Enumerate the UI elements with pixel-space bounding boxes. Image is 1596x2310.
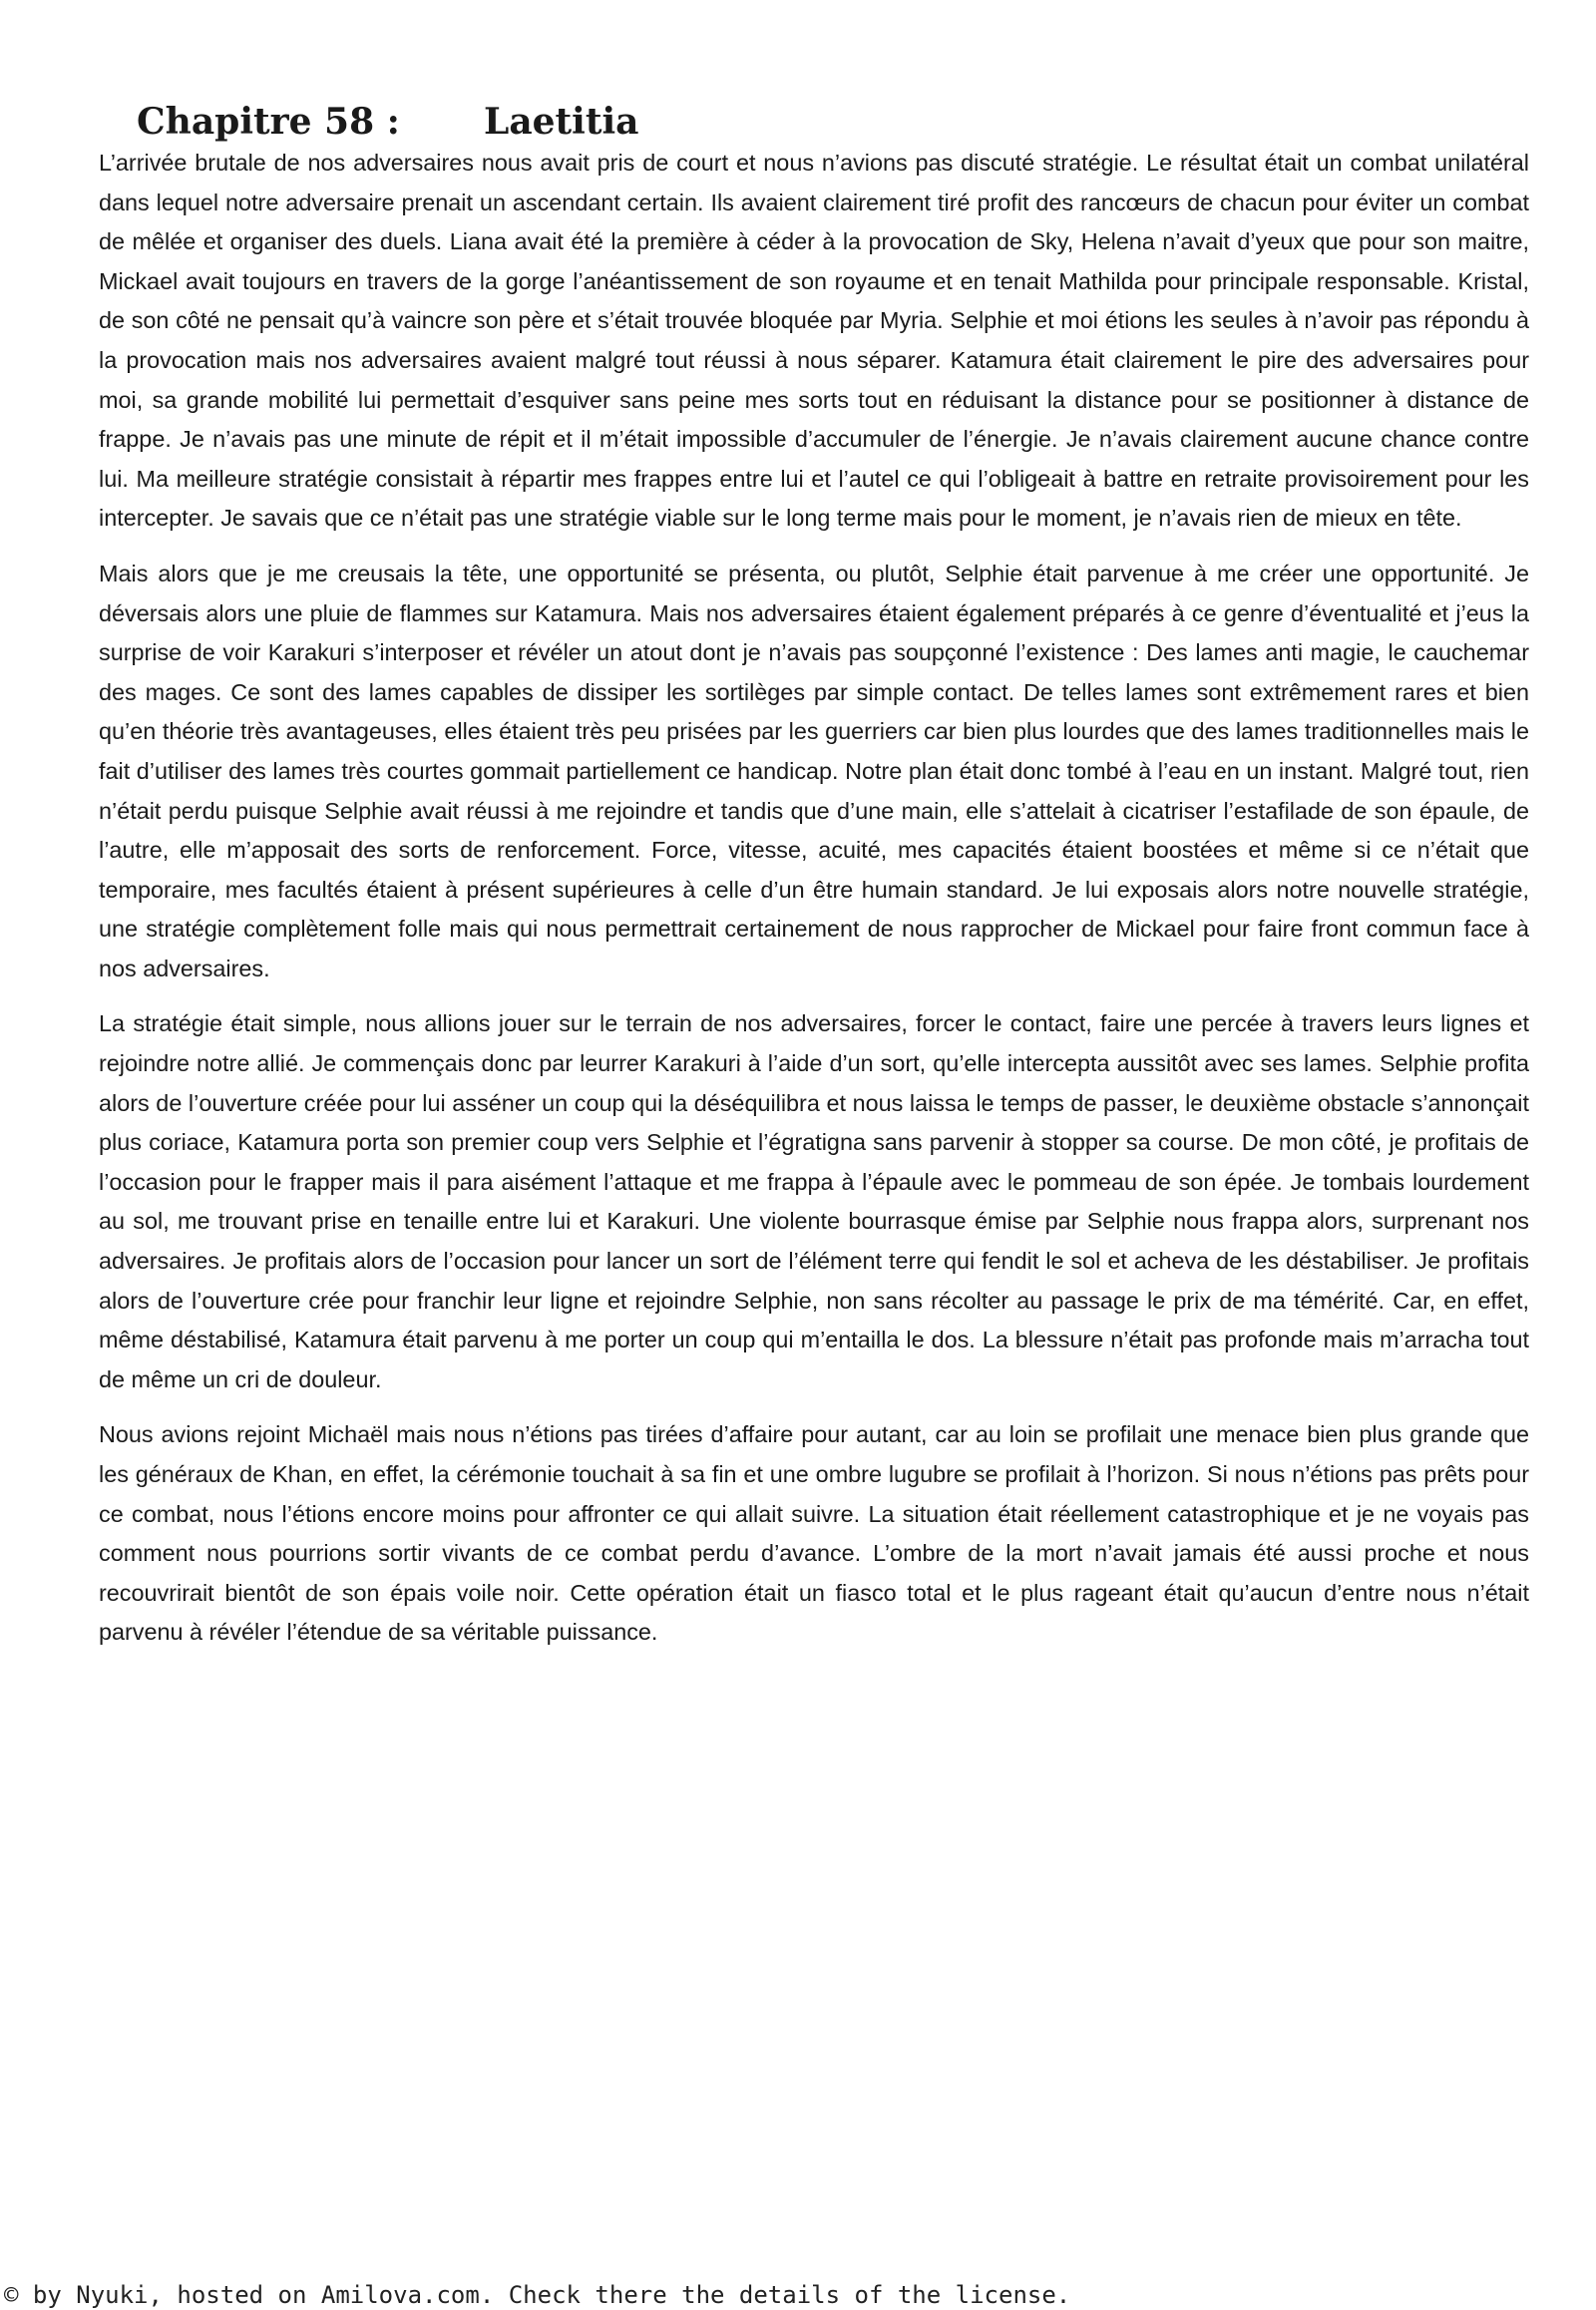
license-footer: © by Nyuki, hosted on Amilova.com. Check there the details of the license. [4, 2281, 1071, 2309]
paragraph-4: Nous avions rejoint Michaël mais nous n’étions pas tirées d’affaire pour autant, car au loin se profilait une menace bien plus grande que les généraux de Khan, en effet, la cérémonie touchait à sa fin et une ombre lugubre se profilait à l’horizon. Si nous n’étions pas prêts pour ce combat, nous l’étions encore moins pour affronter ce qui allait suivre. La situation était réellement catastrophique et je ne voyais pas comment nous pourrions sortir vivants de ce combat perdu d’avance. L’ombre de la mort n’avait jamais été aussi proche et nous recouvrirait bientôt de son épais voile noir. Cette opération était un fiasco total et le plus rageant était qu’aucun d’entre nous n’était parvenu à révéler l’étendue de sa véritable puissance. [99, 1421, 1529, 1646]
paragraph-2: Mais alors que je me creusais la tête, une opportunité se présenta, ou plutôt, Selphie était parvenue à me créer une opportunité. Je déversais alors une pluie de flammes sur Katamura. Mais nos adversaires étaient également préparés à ce genre d’éventualité et j’eus la surprise de voir Karakuri s’interposer et révéler un atout dont je n’avais pas soupçonné l’existence : Des lames anti magie, le cauchemar des mages. Ce sont des lames capables de dissiper les sortilèges par simple contact. De telles lames sont extrêmement rares et bien qu’en théorie très avantageuses, elles étaient très peu prisées par les guerriers car bien plus lourdes que des lames traditionnelles mais le fait d’utiliser des lames très courtes gommait partiellement ce handicap. Notre plan était donc tombé à l’eau en un instant. Malgré tout, rien n’était perdu puisque Selphie avait réussi à me rejoindre et tandis que d’une main, elle s’attelait à cicatriser l’estafilade de son épaule, de l’autre, elle m’apposait des sorts de renforcement. Force, vitesse, acuité, mes capacités étaient boostées et même si ce n’était que temporaire, mes facultés étaient à présent supérieures à celle d’un être humain standard. Je lui exposais alors notre nouvelle stratégie, une stratégie complètement folle mais qui nous permettrait certainement de nous rapprocher de Mickael pour faire front commun face à nos adversaires. [99, 560, 1529, 981]
document-page [99, 100, 1529, 1669]
paragraph-3: La stratégie était simple, nous allions jouer sur le terrain de nos adversaires, forcer le contact, faire une percée à travers leurs lignes et rejoindre notre allié. Je commençais donc par leurrer Karakuri à l’aide d’un sort, qu’elle intercepta aussitôt avec ses lames. Selphie profita alors de l’ouverture créée pour lui asséner un coup qui la déséquilibra et nous laissa le temps de passer, le deuxième obstacle s’annonçait plus coriace, Katamura porta son premier coup vers Selphie et l’égratigna sans parvenir à stopper sa course. De mon côté, je profitais de l’occasion pour le frapper mais il para aisément l’attaque et me frappa à l’épaule avec le pommeau de son épée. Je tombais lourdement au sol, me trouvant prise en tenaille entre lui et Karakuri. Une violente bourrasque émise par Selphie nous frappa alors, surprenant nos adversaires. Je profitais alors de l’occasion pour lancer un sort de l’élément terre qui fendit le sol et acheva de les déstabiliser. Je profitais alors de l’ouverture crée pour franchir leur ligne et rejoindre Selphie, non sans récolter au passage le prix de ma témérité. Car, en effet, même déstabilisé, Katamura était parvenu à me porter un coup qui m’entailla le dos. La blessure n’était pas profonde mais m’arracha tout de même un cri de douleur. [99, 1010, 1529, 1392]
chapter-number: Chapitre 58 : [137, 101, 400, 143]
chapter-name: Laetitia [484, 101, 639, 143]
chapter-title [137, 100, 1529, 144]
paragraph-1: L’arrivée brutale de nos adversaires nous avait pris de court et nous n’avions pas discuté stratégie. Le résultat était un combat unilatéral dans lequel notre adversaire prenait un ascendant certain. Ils avaient clairement tiré profit des rancœurs de chacun pour éviter un combat de mêlée et organiser des duels. Liana avait été la première à céder à la provocation de Sky, Helena n’avait d’yeux que pour son maitre, Mickael avait toujours en travers de la gorge l’anéantissement de son royaume et en tenait Mathilda pour principale responsable. Kristal, de son côté ne pensait qu’à vaincre son père et s’était trouvée bloquée par Myria. Selphie et moi étions les seules à n’avoir pas répondu à la provocation mais nos adversaires avaient malgré tout réussi à nous séparer. Katamura était clairement le pire des adversaires pour moi, sa grande mobilité lui permettait d’esquiver sans peine mes sorts tout en réduisant la distance pour se positionner à distance de frappe. Je n’avais pas une minute de répit et il m’était impossible d’accumuler de l’énergie. Je n’avais clairement aucune chance contre lui. Ma meilleure stratégie consistait à répartir mes frappes entre lui et l’autel ce qui l’obligeait à battre en retraite provisoirement pour les intercepter. Je savais que ce n’était pas une stratégie viable sur le long terme mais pour le moment, je n’avais rien de mieux en tête. [99, 150, 1529, 532]
